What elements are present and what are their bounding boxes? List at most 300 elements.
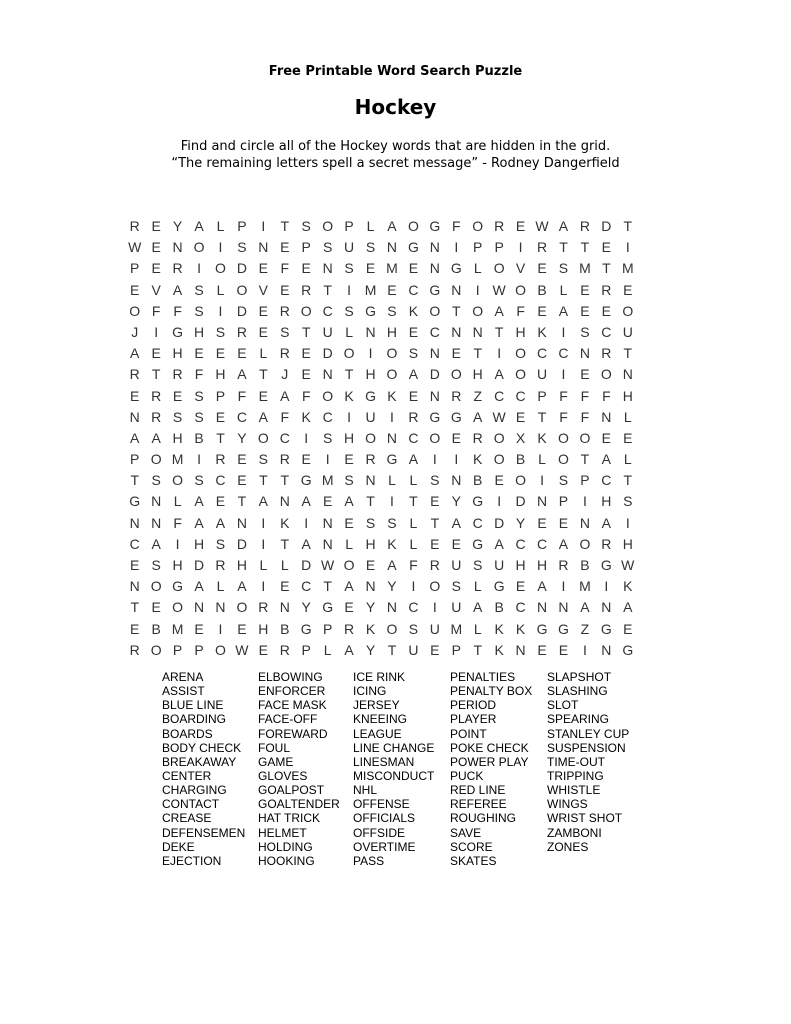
grid-letter[interactable]: R (279, 345, 290, 362)
grid-letter[interactable]: H (365, 535, 376, 552)
grid-letter[interactable]: C (494, 387, 505, 404)
grid-letter[interactable]: G (536, 620, 548, 637)
grid-letter[interactable]: T (430, 514, 440, 531)
grid-letter[interactable]: I (218, 620, 223, 637)
grid-letter[interactable]: A (194, 578, 204, 595)
grid-letter[interactable]: E (151, 239, 161, 256)
grid-letter[interactable]: I (625, 239, 630, 256)
grid-letter[interactable]: S (194, 387, 204, 404)
grid-letter[interactable]: D (236, 535, 247, 552)
grid-letter[interactable]: M (386, 260, 398, 277)
grid-letter[interactable]: T (280, 472, 290, 489)
grid-letter[interactable]: B (151, 620, 161, 637)
grid-letter[interactable]: E (365, 260, 376, 277)
grid-letter[interactable]: F (409, 557, 418, 573)
grid-letter[interactable]: K (344, 387, 354, 404)
grid-letter[interactable]: G (129, 493, 141, 510)
grid-letter[interactable]: U (322, 323, 333, 340)
grid-letter[interactable]: E (623, 620, 633, 637)
grid-letter[interactable]: E (344, 599, 354, 616)
grid-letter[interactable]: G (493, 578, 505, 595)
grid-letter[interactable]: N (558, 599, 569, 616)
grid-letter[interactable]: A (237, 366, 247, 383)
grid-letter[interactable]: I (304, 514, 309, 531)
grid-letter[interactable]: E (151, 345, 161, 362)
grid-letter[interactable]: E (451, 429, 461, 446)
grid-letter[interactable]: R (236, 323, 247, 340)
grid-letter[interactable]: E (237, 345, 247, 362)
grid-letter[interactable]: S (408, 345, 419, 362)
grid-letter[interactable]: C (601, 472, 612, 489)
grid-letter[interactable]: A (258, 493, 269, 510)
grid-letter[interactable]: D (193, 557, 205, 573)
grid-letter[interactable]: O (558, 429, 569, 446)
grid-letter[interactable]: P (580, 472, 590, 489)
grid-letter[interactable]: S (451, 578, 461, 595)
grid-letter[interactable]: E (237, 620, 247, 637)
grid-letter[interactable]: H (236, 557, 247, 573)
grid-letter[interactable]: R (301, 281, 312, 298)
grid-letter[interactable]: H (172, 557, 183, 573)
grid-letter[interactable]: L (559, 281, 568, 298)
grid-letter[interactable]: C (408, 429, 419, 446)
grid-letter[interactable]: R (536, 239, 548, 256)
grid-letter[interactable]: L (280, 557, 289, 573)
grid-letter[interactable]: E (408, 260, 419, 277)
grid-letter[interactable]: F (580, 387, 590, 404)
grid-letter[interactable]: O (515, 281, 527, 298)
grid-letter[interactable]: C (472, 514, 483, 531)
grid-letter[interactable]: L (409, 535, 418, 552)
grid-letter[interactable]: Y (365, 641, 376, 658)
grid-letter[interactable]: W (535, 218, 549, 234)
grid-letter[interactable]: I (154, 323, 159, 340)
grid-letter[interactable]: E (258, 302, 269, 319)
grid-letter[interactable]: C (601, 323, 612, 340)
grid-letter[interactable]: H (344, 429, 355, 446)
grid-letter[interactable]: L (409, 514, 418, 531)
grid-letter[interactable]: M (321, 472, 334, 489)
grid-letter[interactable]: G (386, 451, 398, 468)
grid-letter[interactable]: E (408, 323, 419, 340)
grid-letter[interactable]: E (301, 451, 311, 468)
grid-letter[interactable]: K (365, 620, 376, 637)
grid-letter[interactable]: O (579, 535, 591, 552)
grid-letter[interactable]: E (172, 387, 183, 404)
grid-letter[interactable]: A (194, 514, 204, 531)
grid-letter[interactable]: A (301, 535, 311, 552)
grid-letter[interactable]: A (408, 451, 419, 468)
grid-letter[interactable]: K (537, 323, 547, 340)
grid-letter[interactable]: S (365, 514, 376, 531)
grid-letter[interactable]: N (515, 641, 526, 658)
grid-letter[interactable]: I (390, 408, 394, 425)
grid-letter[interactable]: K (515, 620, 526, 637)
grid-letter[interactable]: E (387, 281, 397, 298)
grid-letter[interactable]: L (173, 493, 182, 510)
grid-letter[interactable]: T (344, 366, 354, 383)
grid-letter[interactable]: R (601, 281, 612, 298)
grid-letter[interactable]: N (429, 239, 440, 256)
grid-letter[interactable]: Y (515, 514, 526, 531)
grid-letter[interactable]: S (580, 323, 590, 340)
grid-letter[interactable]: I (175, 535, 180, 552)
grid-letter[interactable]: T (623, 218, 633, 234)
grid-letter[interactable]: N (258, 239, 269, 256)
grid-letter[interactable]: O (515, 366, 527, 383)
grid-letter[interactable]: C (515, 387, 526, 404)
grid-letter[interactable]: A (558, 302, 569, 319)
grid-letter[interactable]: U (365, 408, 376, 425)
grid-letter[interactable]: O (236, 281, 248, 298)
grid-letter[interactable]: G (365, 302, 376, 319)
grid-letter[interactable]: E (151, 599, 161, 616)
grid-letter[interactable]: E (515, 218, 526, 234)
grid-letter[interactable]: A (473, 599, 483, 616)
grid-letter[interactable]: A (130, 345, 140, 362)
grid-letter[interactable]: E (194, 345, 204, 362)
grid-letter[interactable]: G (472, 493, 484, 510)
grid-letter[interactable]: W (235, 641, 249, 658)
grid-letter[interactable]: P (558, 493, 569, 510)
grid-letter[interactable]: I (218, 302, 223, 319)
grid-letter[interactable]: Y (365, 599, 376, 616)
grid-letter[interactable]: R (451, 387, 462, 404)
grid-letter[interactable]: D (515, 493, 526, 510)
grid-letter[interactable]: E (258, 260, 269, 277)
grid-letter[interactable]: I (625, 514, 630, 531)
grid-letter[interactable]: F (301, 387, 311, 404)
grid-letter[interactable]: E (580, 366, 590, 383)
grid-letter[interactable]: R (279, 641, 290, 658)
grid-letter[interactable]: U (622, 323, 633, 340)
grid-letter[interactable]: R (151, 408, 162, 425)
grid-letter[interactable]: Y (451, 493, 461, 510)
grid-letter[interactable]: S (344, 302, 354, 319)
grid-letter[interactable]: V (258, 281, 269, 298)
grid-letter[interactable]: L (388, 472, 396, 489)
grid-letter[interactable]: E (558, 514, 569, 531)
grid-letter[interactable]: I (540, 472, 544, 489)
grid-letter[interactable]: T (387, 641, 397, 658)
grid-letter[interactable]: H (601, 493, 612, 510)
grid-letter[interactable]: G (600, 620, 612, 637)
grid-letter[interactable]: I (218, 239, 223, 256)
grid-letter[interactable]: O (600, 366, 612, 383)
grid-letter[interactable]: H (536, 557, 548, 573)
grid-letter[interactable]: A (151, 535, 161, 552)
grid-letter[interactable]: B (580, 557, 590, 573)
grid-letter[interactable]: O (493, 260, 505, 277)
grid-letter[interactable]: S (172, 408, 183, 425)
grid-letter[interactable]: E (194, 620, 204, 637)
grid-letter[interactable]: A (130, 429, 140, 446)
grid-letter[interactable]: I (368, 345, 373, 362)
grid-letter[interactable]: E (601, 302, 612, 319)
grid-letter[interactable]: V (515, 260, 526, 277)
grid-letter[interactable]: I (304, 429, 309, 446)
grid-letter[interactable]: O (386, 345, 398, 362)
grid-letter[interactable]: I (432, 451, 437, 468)
grid-letter[interactable]: F (516, 302, 525, 319)
grid-letter[interactable]: E (301, 260, 311, 277)
grid-letter[interactable]: N (215, 599, 226, 616)
grid-letter[interactable]: U (451, 557, 462, 573)
grid-letter[interactable]: G (429, 281, 441, 298)
grid-letter[interactable]: T (130, 472, 139, 489)
grid-letter[interactable]: C (536, 535, 548, 552)
grid-letter[interactable]: O (579, 429, 591, 446)
grid-letter[interactable]: N (601, 599, 612, 616)
grid-letter[interactable]: L (473, 578, 482, 595)
grid-letter[interactable]: L (623, 451, 632, 468)
grid-letter[interactable]: J (131, 323, 139, 340)
grid-letter[interactable]: O (515, 345, 527, 362)
grid-letter[interactable]: E (280, 239, 290, 256)
grid-letter[interactable]: H (172, 429, 183, 446)
grid-letter[interactable]: N (451, 472, 462, 489)
grid-letter[interactable]: F (194, 366, 204, 383)
grid-letter[interactable]: G (172, 578, 184, 595)
grid-letter[interactable]: E (344, 514, 354, 531)
grid-letter[interactable]: N (579, 345, 590, 362)
grid-letter[interactable]: O (150, 641, 162, 658)
grid-letter[interactable]: K (301, 408, 311, 425)
grid-letter[interactable]: L (259, 345, 268, 362)
grid-letter[interactable]: N (365, 472, 376, 489)
grid-letter[interactable]: A (601, 451, 612, 468)
grid-letter[interactable]: R (344, 620, 355, 637)
grid-letter[interactable]: N (279, 493, 290, 510)
grid-letter[interactable]: S (430, 472, 440, 489)
grid-letter[interactable]: F (580, 408, 590, 425)
grid-letter[interactable]: A (558, 535, 569, 552)
grid-letter[interactable]: C (558, 345, 569, 362)
grid-letter[interactable]: T (216, 429, 225, 446)
grid-letter[interactable]: E (151, 260, 161, 277)
grid-letter[interactable]: U (536, 366, 548, 383)
grid-letter[interactable]: N (451, 323, 462, 340)
grid-letter[interactable]: N (193, 599, 205, 616)
grid-letter[interactable]: O (215, 641, 226, 658)
grid-letter[interactable]: I (561, 323, 566, 340)
grid-letter[interactable]: L (409, 472, 418, 489)
grid-letter[interactable]: P (494, 239, 504, 256)
grid-letter[interactable]: I (475, 281, 480, 298)
grid-letter[interactable]: I (390, 493, 394, 510)
grid-letter[interactable]: U (494, 557, 505, 573)
grid-letter[interactable]: G (429, 408, 441, 425)
grid-letter[interactable]: O (322, 387, 334, 404)
grid-letter[interactable]: O (150, 451, 162, 468)
grid-letter[interactable]: T (323, 578, 332, 595)
grid-letter[interactable]: C (322, 302, 333, 319)
grid-letter[interactable]: L (473, 620, 482, 637)
grid-letter[interactable]: R (429, 557, 440, 573)
grid-letter[interactable]: R (129, 218, 140, 234)
grid-letter[interactable]: E (430, 535, 440, 552)
grid-letter[interactable]: O (472, 218, 484, 234)
grid-letter[interactable]: A (172, 281, 183, 298)
grid-letter[interactable]: C (129, 535, 140, 552)
grid-letter[interactable]: N (429, 387, 440, 404)
grid-letter[interactable]: T (537, 408, 547, 425)
grid-letter[interactable]: A (344, 578, 354, 595)
grid-letter[interactable]: T (580, 451, 590, 468)
grid-letter[interactable]: I (347, 408, 352, 425)
grid-letter[interactable]: E (451, 535, 461, 552)
grid-letter[interactable]: D (322, 345, 333, 362)
grid-letter[interactable]: K (473, 451, 483, 468)
grid-letter[interactable]: R (215, 557, 226, 573)
grid-letter[interactable]: P (301, 239, 311, 256)
grid-letter[interactable]: T (452, 302, 461, 319)
grid-letter[interactable]: F (280, 408, 290, 425)
grid-letter[interactable]: D (301, 557, 312, 573)
grid-letter[interactable]: T (623, 472, 633, 489)
grid-letter[interactable]: E (344, 451, 354, 468)
grid-letter[interactable]: L (623, 408, 632, 425)
grid-letter[interactable]: N (386, 239, 398, 256)
grid-letter[interactable]: N (236, 514, 247, 531)
grid-letter[interactable]: T (259, 366, 268, 383)
grid-letter[interactable]: E (322, 493, 333, 510)
grid-letter[interactable]: F (173, 302, 182, 319)
grid-letter[interactable]: T (473, 641, 482, 658)
grid-letter[interactable]: U (408, 641, 419, 658)
grid-letter[interactable]: A (494, 535, 504, 552)
grid-letter[interactable]: R (215, 451, 226, 468)
grid-letter[interactable]: E (301, 345, 311, 362)
grid-letter[interactable]: E (258, 323, 269, 340)
grid-letter[interactable]: O (172, 599, 184, 616)
grid-letter[interactable]: R (558, 557, 569, 573)
grid-letter[interactable]: U (451, 599, 462, 616)
grid-letter[interactable]: N (601, 641, 612, 658)
grid-letter[interactable]: R (129, 641, 140, 658)
grid-letter[interactable]: S (258, 451, 269, 468)
grid-letter[interactable]: L (538, 451, 546, 468)
grid-letter[interactable]: D (236, 302, 247, 319)
grid-letter[interactable]: N (172, 239, 183, 256)
grid-letter[interactable]: E (537, 514, 547, 531)
grid-letter[interactable]: A (623, 599, 633, 616)
grid-letter[interactable]: P (301, 641, 311, 658)
grid-letter[interactable]: S (194, 281, 204, 298)
grid-letter[interactable]: G (429, 218, 441, 234)
grid-letter[interactable]: A (558, 218, 569, 234)
grid-letter[interactable]: I (261, 578, 266, 595)
grid-letter[interactable]: E (515, 408, 526, 425)
grid-letter[interactable]: M (171, 620, 184, 637)
grid-letter[interactable]: O (493, 451, 505, 468)
grid-letter[interactable]: I (604, 578, 609, 595)
grid-letter[interactable]: O (215, 260, 226, 277)
grid-letter[interactable]: H (515, 323, 526, 340)
grid-letter[interactable]: E (537, 260, 547, 277)
grid-letter[interactable]: N (386, 429, 398, 446)
grid-letter[interactable]: A (344, 641, 354, 658)
grid-letter[interactable]: B (280, 620, 290, 637)
grid-letter[interactable]: N (129, 578, 140, 595)
grid-letter[interactable]: O (365, 429, 376, 446)
grid-letter[interactable]: W (321, 557, 335, 573)
grid-letter[interactable]: N (129, 514, 140, 531)
grid-letter[interactable]: F (151, 302, 161, 319)
grid-letter[interactable]: H (622, 387, 633, 404)
grid-letter[interactable]: E (515, 578, 526, 595)
grid-letter[interactable]: O (429, 429, 441, 446)
grid-letter[interactable]: K (387, 387, 397, 404)
grid-letter[interactable]: P (473, 239, 483, 256)
grid-letter[interactable]: P (172, 641, 183, 658)
grid-letter[interactable]: O (429, 578, 441, 595)
grid-letter[interactable]: A (387, 218, 397, 234)
grid-letter[interactable]: X (515, 429, 526, 446)
grid-letter[interactable]: M (450, 620, 463, 637)
grid-letter[interactable]: T (151, 366, 161, 383)
grid-letter[interactable]: I (582, 493, 587, 510)
grid-letter[interactable]: I (197, 260, 201, 277)
grid-letter[interactable]: S (301, 218, 311, 234)
grid-letter[interactable]: N (472, 323, 483, 340)
grid-letter[interactable]: F (237, 387, 247, 404)
grid-letter[interactable]: O (558, 451, 569, 468)
grid-letter[interactable]: M (171, 451, 184, 468)
grid-letter[interactable]: R (129, 366, 140, 383)
grid-letter[interactable]: D (494, 514, 505, 531)
grid-letter[interactable]: O (622, 302, 634, 319)
grid-letter[interactable]: A (537, 578, 547, 595)
grid-letter[interactable]: N (622, 366, 633, 383)
grid-letter[interactable]: E (494, 472, 504, 489)
grid-letter[interactable]: I (582, 641, 587, 658)
grid-letter[interactable]: E (580, 302, 590, 319)
grid-letter[interactable]: I (261, 218, 266, 234)
grid-letter[interactable]: G (558, 620, 569, 637)
grid-letter[interactable]: Z (473, 387, 482, 404)
grid-letter[interactable]: N (279, 599, 290, 616)
grid-letter[interactable]: M (621, 260, 634, 277)
grid-letter[interactable]: C (408, 599, 419, 616)
grid-letter[interactable]: T (259, 472, 268, 489)
grid-letter[interactable]: N (429, 345, 440, 362)
grid-letter[interactable]: A (494, 366, 504, 383)
grid-letter[interactable]: P (451, 641, 461, 658)
grid-letter[interactable]: D (429, 366, 440, 383)
grid-letter[interactable]: S (237, 239, 247, 256)
grid-letter[interactable]: R (172, 260, 183, 277)
grid-letter[interactable]: H (386, 323, 398, 340)
grid-letter[interactable]: S (215, 535, 226, 552)
grid-letter[interactable]: L (216, 281, 225, 298)
grid-letter[interactable]: Y (237, 429, 247, 446)
grid-letter[interactable]: G (300, 620, 312, 637)
grid-letter[interactable]: G (450, 408, 462, 425)
grid-letter[interactable]: A (601, 514, 612, 531)
grid-letter[interactable]: P (130, 451, 140, 468)
grid-letter[interactable]: B (515, 451, 526, 468)
grid-letter[interactable]: R (472, 429, 483, 446)
grid-letter[interactable]: S (344, 472, 354, 489)
grid-letter[interactable]: L (216, 218, 225, 234)
grid-letter[interactable]: H (515, 557, 526, 573)
grid-letter[interactable]: E (130, 387, 140, 404)
grid-letter[interactable]: N (151, 493, 162, 510)
grid-letter[interactable]: R (279, 302, 290, 319)
grid-letter[interactable]: C (215, 472, 226, 489)
grid-letter[interactable]: T (473, 345, 482, 362)
